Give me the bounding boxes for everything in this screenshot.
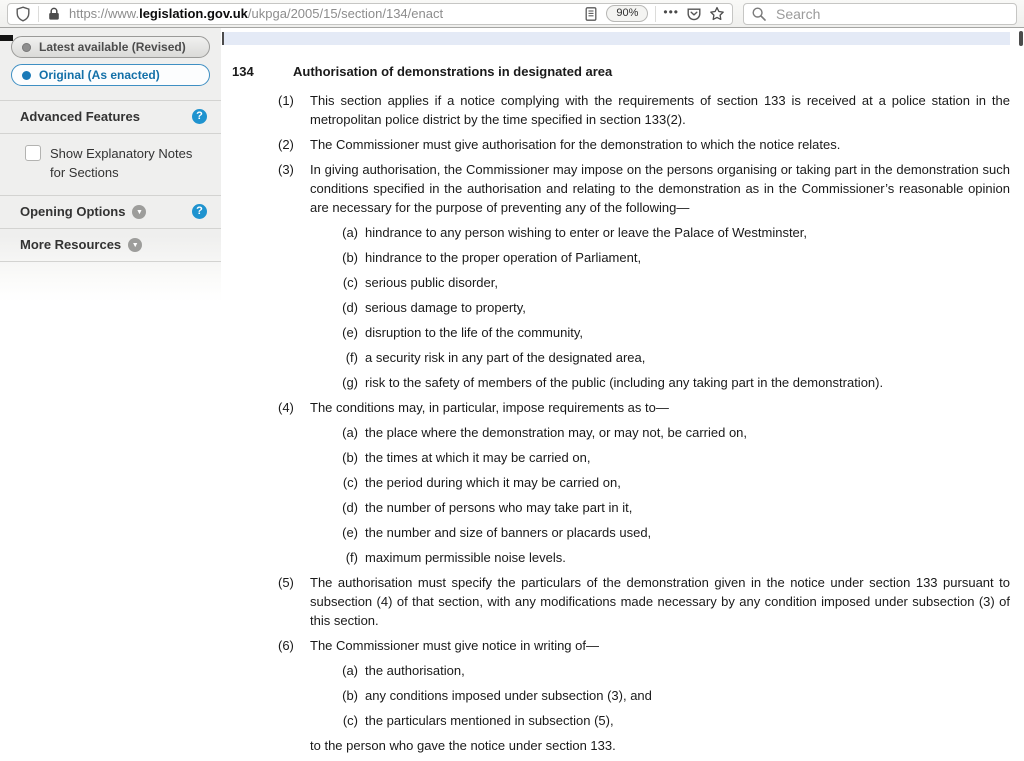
chevron-down-icon[interactable]: ▼: [132, 205, 146, 219]
section-heading: [222, 62, 1010, 81]
list-item: [222, 373, 1010, 392]
subsection-number: (5): [278, 575, 294, 590]
latest-available-button[interactable]: [11, 36, 210, 58]
subsection-text: The authorisation must specify the particulars of the demonstration given in the notice under section 133 pursuant to subsection (4) of that section, with any modifications made necessary by any condition imposed under subsection (3) of this section.: [310, 575, 1010, 628]
pocket-icon[interactable]: [686, 6, 702, 22]
subsection-text: The Commissioner must give authorisation for the demonstration to which the notice relates.: [310, 137, 841, 152]
list-item-number: (b): [342, 450, 358, 465]
list-item-number: (f): [345, 350, 358, 365]
list-item: [222, 448, 1010, 467]
list-item: [222, 248, 1010, 267]
opening-options-label: Opening Options: [20, 204, 126, 219]
list-item: [222, 523, 1010, 542]
list-item-number: (d): [342, 300, 358, 315]
show-notes-checkbox[interactable]: [25, 145, 41, 161]
list-item-text: the number of persons who may take part in it,: [365, 500, 633, 515]
list-item-text: the authorisation,: [365, 663, 465, 678]
list-item: [222, 423, 1010, 442]
list-item-text: a security risk in any part of the designated area,: [365, 350, 646, 365]
content-top-strip: [222, 32, 1010, 45]
list-item-number: (c): [342, 713, 358, 728]
bookmark-star-icon[interactable]: [709, 6, 725, 22]
tracking-protection-shield-icon[interactable]: [15, 6, 31, 22]
list-item-number: (a): [342, 663, 358, 678]
list-item-number: (e): [342, 325, 358, 340]
subsection-number: (6): [278, 638, 294, 653]
subsection: [222, 135, 1010, 154]
section-title: Authorisation of demonstrations in designated area: [293, 64, 613, 79]
subsection-text: The Commissioner must give notice in writing of—: [310, 638, 599, 653]
subsection-number: (1): [278, 93, 294, 108]
subsection: [222, 160, 1010, 392]
page-actions-icon[interactable]: •••: [663, 4, 679, 19]
list-item: [222, 548, 1010, 567]
list-item: [222, 323, 1010, 342]
sidebar-divider: [0, 261, 221, 262]
explanatory-notes-row: [0, 133, 221, 195]
list-item-number: (a): [342, 425, 358, 440]
show-notes-label: Show Explanatory Notes for Sections: [50, 146, 193, 180]
subsection: [222, 91, 1010, 129]
list-item-text: the times at which it may be carried on,: [365, 450, 591, 465]
section-number: 134: [232, 64, 254, 79]
list-item-text: maximum permissible noise levels.: [365, 550, 566, 565]
legislation-content: [222, 28, 1010, 761]
list-item-number: (c): [342, 475, 358, 490]
sidebar: [0, 28, 221, 302]
lock-icon[interactable]: [46, 6, 62, 22]
subsection-number: (3): [278, 162, 294, 177]
list-item-number: (b): [342, 688, 358, 703]
urlbar-separator: [655, 6, 656, 22]
original-enacted-label: Original (As enacted): [39, 68, 160, 82]
search-field[interactable]: [743, 3, 1017, 25]
list-item: [222, 348, 1010, 367]
section-body: [222, 91, 1010, 755]
subsection-number: (2): [278, 137, 294, 152]
list-item-text: risk to the safety of members of the public (including any taking part in the demonstration).: [365, 375, 884, 390]
list-item: [222, 661, 1010, 680]
chevron-down-icon[interactable]: ▼: [128, 238, 142, 252]
list-item-text: hindrance to any person wishing to enter or leave the Palace of Westminster,: [365, 225, 808, 240]
version-toggle-group: [0, 28, 221, 100]
list-item-number: (b): [342, 250, 358, 265]
more-resources-label: More Resources: [20, 237, 122, 252]
list-item: [222, 273, 1010, 292]
radio-dot-icon: [22, 71, 31, 80]
url-path: /ukpga/2005/15/section/134/enact: [247, 6, 444, 21]
more-resources-header[interactable]: [0, 228, 221, 261]
radio-dot-icon: [22, 43, 31, 52]
subsection-closing: to the person who gave the notice under section 133.: [310, 738, 616, 753]
list-item: [222, 711, 1010, 730]
opening-options-header[interactable]: [0, 195, 221, 228]
urlbar-separator: [38, 6, 39, 22]
list-item-number: (c): [342, 275, 358, 290]
list-item-text: disruption to the life of the community,: [365, 325, 583, 340]
subsection: [222, 398, 1010, 567]
list-item: [222, 223, 1010, 242]
list-item-number: (g): [342, 375, 358, 390]
list-item: [222, 498, 1010, 517]
subsection: [222, 573, 1010, 630]
help-icon[interactable]: ?: [192, 109, 207, 124]
list-item: [222, 686, 1010, 705]
list-item-text: hindrance to the proper operation of Parliament,: [365, 250, 642, 265]
address-bar[interactable]: [7, 3, 733, 25]
url-text[interactable]: [69, 6, 576, 21]
subsection-number: (4): [278, 400, 294, 415]
subsection: [222, 636, 1010, 755]
url-prefix: https://www.: [69, 6, 140, 21]
search-icon: [751, 6, 767, 22]
list-item-text: the number and size of banners or placards used,: [365, 525, 652, 540]
subsection-text: The conditions may, in particular, impose requirements as to—: [310, 400, 669, 415]
list-item-number: (e): [342, 525, 358, 540]
zoom-level-badge[interactable]: 90%: [606, 5, 648, 22]
list-item: [222, 298, 1010, 317]
list-item-number: (f): [345, 550, 358, 565]
strip-caret: [222, 32, 224, 45]
help-icon[interactable]: ?: [192, 204, 207, 219]
latest-available-label: Latest available (Revised): [39, 40, 186, 54]
list-item: [222, 473, 1010, 492]
subsection-text: In giving authorisation, the Commissioner may impose on the persons organising or taking part in the demonstration such conditions specified in the authorisation and relating to the demonstration as in the Commissioner’s reasonable opinion are necessary for the purpose of preventing any of the following—: [310, 162, 1010, 215]
partial-element-artifact: [0, 35, 13, 41]
list-item-text: the place where the demonstration may, or may not, be carried on,: [365, 425, 748, 440]
list-item-text: any conditions imposed under subsection (3), and: [365, 688, 652, 703]
list-item-text: serious public disorder,: [365, 275, 498, 290]
list-item-text: the particulars mentioned in subsection (5),: [365, 713, 614, 728]
list-item-text: serious damage to property,: [365, 300, 526, 315]
advanced-features-label: Advanced Features: [20, 109, 140, 124]
list-item-number: (a): [342, 225, 358, 240]
list-item-number: (d): [342, 500, 358, 515]
advanced-features-header: [0, 100, 221, 133]
reader-mode-icon[interactable]: [583, 6, 599, 22]
list-item-text: the period during which it may be carried on,: [365, 475, 621, 490]
subsection-text: This section applies if a notice complying with the requirements of section 133 is received at a police station in the metropolitan police district by the time specified in section 133(2).: [310, 93, 1010, 127]
browser-toolbar: [0, 0, 1024, 28]
url-domain: legislation.gov.uk: [139, 6, 248, 21]
scrollbar-thumb[interactable]: [1019, 31, 1023, 46]
search-input[interactable]: [774, 5, 1009, 23]
original-enacted-button[interactable]: [11, 64, 210, 86]
